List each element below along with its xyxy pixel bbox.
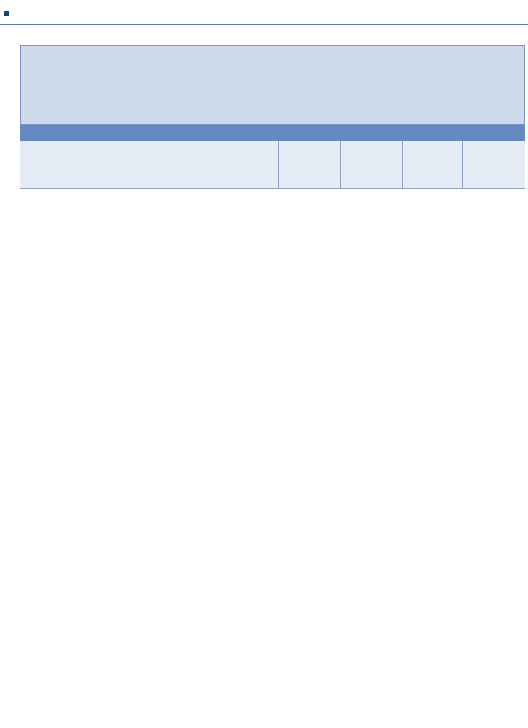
column-header bbox=[402, 141, 462, 189]
header-divider bbox=[0, 24, 528, 25]
column-header bbox=[340, 141, 402, 189]
question-box bbox=[20, 45, 525, 125]
column-header bbox=[278, 141, 340, 189]
regions-header bbox=[20, 125, 525, 141]
page-header bbox=[4, 4, 13, 22]
column-header-row bbox=[20, 141, 525, 189]
square-bullet-icon bbox=[4, 11, 9, 16]
column-header bbox=[462, 141, 525, 189]
